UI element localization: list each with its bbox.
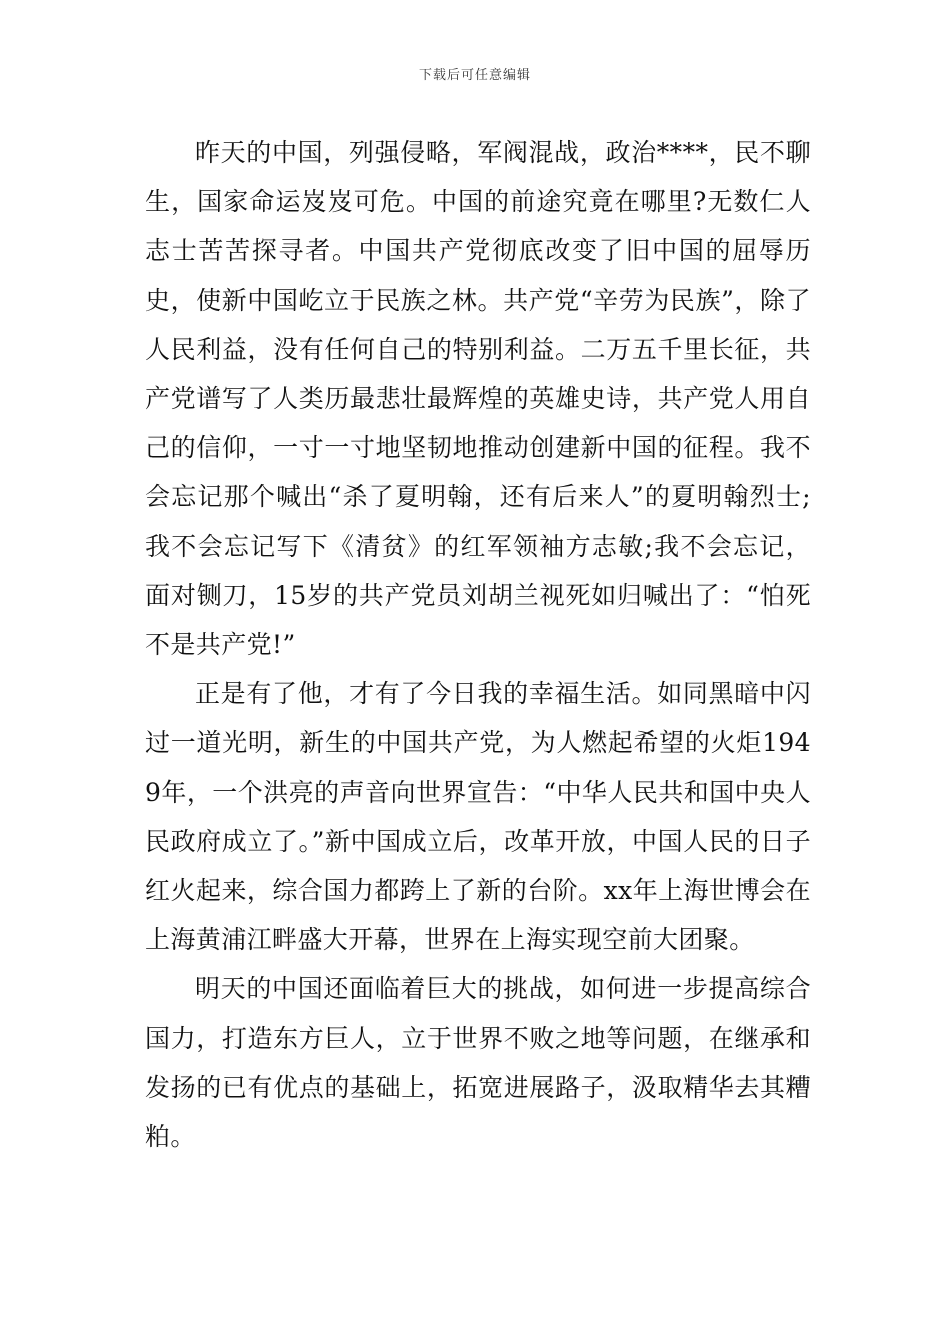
paragraph-3: 明天的中国还面临着巨大的挑战，如何进一步提高综合国力，打造东方巨人，立于世界不败之地等问题，在继承和发扬的已有优点的基础上，拓宽进展路子，汲取精华去其糟粕。 — [145, 974, 811, 1152]
page-header: 下载后可任意编辑 — [418, 68, 531, 83]
document-body — [145, 128, 811, 1161]
paragraph-2: 正是有了他，才有了今日我的幸福生活。如同黑暗中闪过一道光明，新生的中国共产党，为人燃起希望的火炬1949年，一个洪亮的声音向世界宣告：“中华人民共和国中央人民政府成立了。”新中国成立后，改革开放，中国人民的日子红火起来，综合国力都跨上了新的台阶。xx年上海世博会在上海黄浦江畔盛大开幕，世界在上海实现空前大团聚。 — [145, 679, 811, 955]
paragraph-1: 昨天的中国，列强侵略，军阀混战，政治****，民不聊生，国家命运岌岌可危。中国的前途究竟在哪里?无数仁人志士苦苦探寻者。中国共产党彻底改变了旧中国的屈辱历史，使新中国屹立于民族之林。共产党“辛劳为民族”，除了人民利益，没有任何自己的特别利益。二万五千里长征，共产党谱写了人类历最悲壮最辉煌的英雄史诗，共产党人用自己的信仰，一寸一寸地坚韧地推动创建新中国的征程。我不会忘记那个喊出“杀了夏明翰，还有后来人”的夏明翰烈士;我不会忘记写下《清贫》的红军领袖方志敏;我不会忘记，面对铡刀，15岁的共产党员刘胡兰视死如归喊出了：“怕死不是共产党!” — [145, 138, 811, 660]
